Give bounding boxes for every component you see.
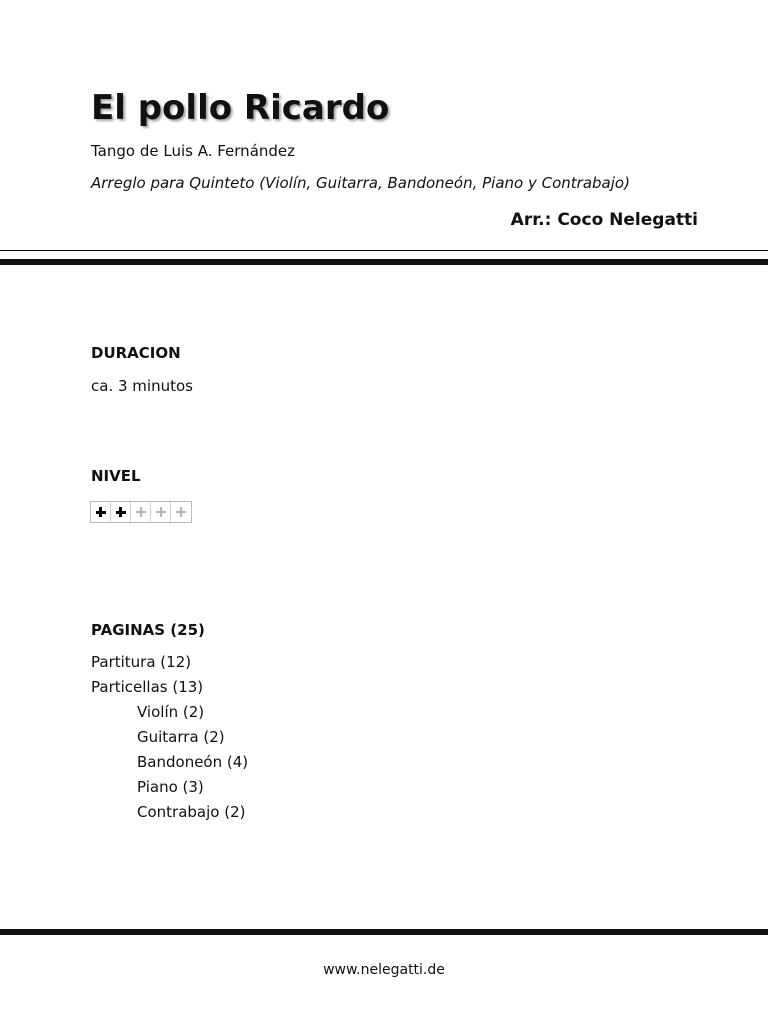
part-item-guitar: Guitarra (2) — [137, 728, 225, 746]
part-item-bandoneon: Bandoneón (4) — [137, 753, 249, 771]
pages-heading: PAGINAS (25) — [91, 621, 205, 639]
part-item-violin: Violín (2) — [137, 703, 205, 721]
header-divider-thick — [0, 259, 768, 265]
level-cell — [91, 502, 111, 522]
plus-icon — [176, 507, 186, 517]
header-divider-thin — [0, 250, 768, 251]
part-item-piano: Piano (3) — [137, 778, 204, 796]
level-heading: NIVEL — [91, 467, 141, 485]
arranger-credit: Arr.: Coco Nelegatti — [510, 210, 698, 230]
parts-pages: Particellas (13) — [91, 678, 204, 696]
duration-heading: DURACION — [91, 344, 181, 362]
footer-website-link[interactable]: www.nelegatti.de — [323, 962, 445, 978]
part-item-double-bass: Contrabajo (2) — [137, 803, 246, 821]
level-rating — [90, 501, 192, 523]
composer-subtitle: Tango de Luis A. Fernández — [91, 142, 296, 160]
footer-divider — [0, 929, 768, 935]
score-pages: Partitura (12) — [91, 653, 192, 671]
duration-value: ca. 3 minutos — [91, 377, 193, 395]
arrangement-description: Arreglo para Quinteto (Violín, Guitarra, Bandoneón, Piano y Contrabajo) — [91, 174, 630, 192]
level-cell — [151, 502, 171, 522]
level-cell — [171, 502, 191, 522]
level-cell — [111, 502, 131, 522]
plus-icon — [136, 507, 146, 517]
page-title: El pollo Ricardo — [91, 88, 390, 128]
plus-icon — [156, 507, 166, 517]
plus-icon — [96, 507, 106, 517]
plus-icon — [116, 507, 126, 517]
level-cell — [131, 502, 151, 522]
